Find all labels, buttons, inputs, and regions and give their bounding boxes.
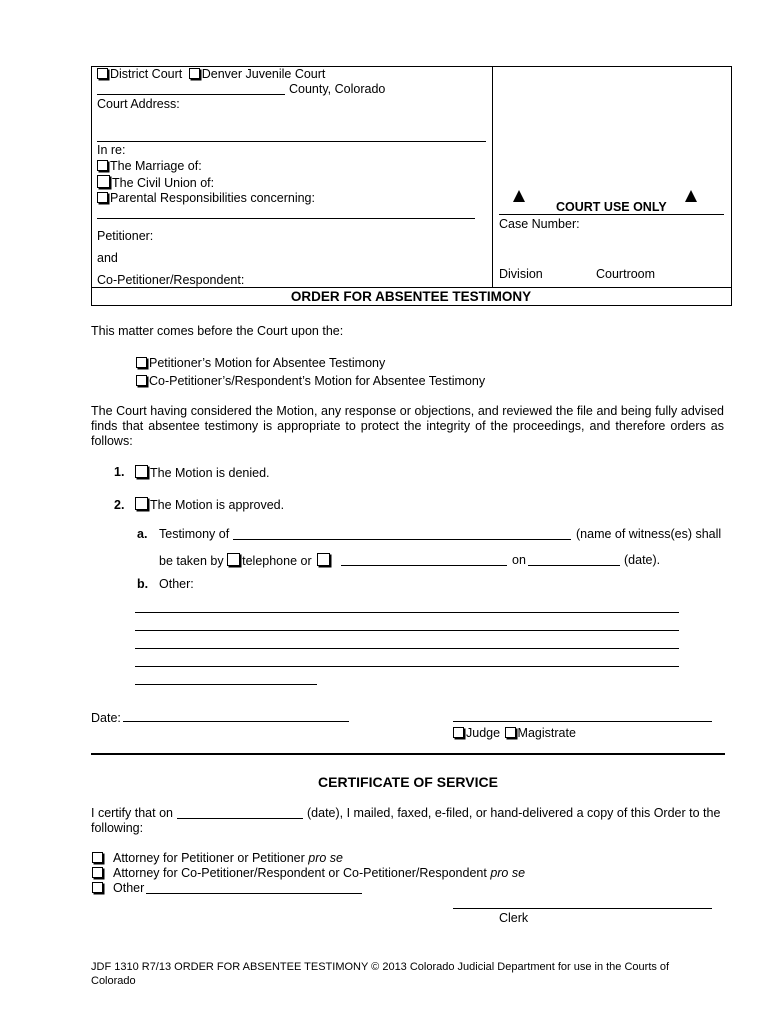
- marriage-option: [97, 159, 202, 173]
- motion-denied-checkbox[interactable]: [135, 465, 148, 478]
- marriage-checkbox[interactable]: [97, 160, 108, 171]
- other-recipient-line[interactable]: [146, 893, 362, 894]
- county-suffix: County, Colorado: [289, 82, 386, 96]
- other-line-3[interactable]: [135, 648, 679, 649]
- party-names-line[interactable]: [97, 218, 475, 219]
- footer-line-1: JDF 1310 R7/13 ORDER FOR ABSENTEE TESTIMONY © 2013 Colorado Judicial Department for use in the Courts of: [91, 961, 670, 973]
- and-label: and: [97, 251, 118, 265]
- motion-approved-checkbox[interactable]: [135, 497, 148, 510]
- co-petitioner-motion-option: [136, 374, 485, 388]
- co-petitioner-label: Co-Petitioner/Respondent:: [97, 273, 245, 287]
- county-name-line[interactable]: [97, 94, 285, 95]
- clerk-label: Clerk: [499, 911, 529, 925]
- court-use-divider: [499, 214, 724, 215]
- recipient-1-label: Attorney for Petitioner or Petitioner: [113, 851, 305, 865]
- other-method-line[interactable]: [341, 565, 507, 566]
- other-method-checkbox[interactable]: [317, 553, 330, 566]
- date-suffix: (date).: [624, 553, 661, 567]
- findings-paragraph: The Court having considered the Motion, any response or objections, and reviewed the file and being fully advised finds that absentee testimony is appropriate to protect the integrity of the proceedings, and therefore orders as follows:: [91, 404, 724, 448]
- other-line-4[interactable]: [135, 666, 679, 667]
- telephone-checkbox[interactable]: [227, 553, 240, 566]
- district-court-checkbox[interactable]: [97, 68, 108, 79]
- court-address-line[interactable]: [97, 141, 486, 142]
- denver-juvenile-court-label: Denver Juvenile Court: [201, 67, 326, 81]
- witness-name-line[interactable]: [233, 539, 571, 540]
- courtroom-label: Courtroom: [596, 267, 656, 281]
- petitioner-motion-label: Petitioner’s Motion for Absentee Testimony: [149, 356, 386, 370]
- recipient-1-pro-se: pro se: [308, 851, 343, 865]
- magistrate-label: Magistrate: [517, 726, 576, 740]
- judicial-officer-options: [453, 726, 576, 740]
- recipient-3-checkbox[interactable]: [92, 882, 103, 893]
- section-divider: [91, 753, 725, 755]
- certify-prefix: I certify that on: [91, 806, 173, 820]
- recipient-3-label: Other: [113, 881, 145, 895]
- recipient-1-checkbox[interactable]: [92, 852, 103, 863]
- certificate-title: CERTIFICATE OF SERVICE: [318, 774, 498, 790]
- magistrate-checkbox[interactable]: [505, 727, 516, 738]
- other-line-5[interactable]: [135, 684, 317, 685]
- parental-option: [97, 191, 315, 205]
- taken-by-row: [159, 553, 332, 568]
- civil-union-option: [97, 175, 214, 190]
- division-label: Division: [499, 267, 543, 281]
- service-date-line[interactable]: [177, 818, 303, 819]
- certify-text: (date), I mailed, faxed, e-filed, or hand-delivered a copy of this Order to the: [307, 806, 721, 820]
- recipient-2: [92, 866, 525, 880]
- court-use-only-label: COURT USE ONLY: [556, 200, 667, 214]
- testimony-of-label: Testimony of: [159, 527, 230, 541]
- clerk-signature-line[interactable]: [453, 908, 712, 909]
- petitioner-motion-option: [136, 356, 385, 370]
- court-address-label: Court Address:: [97, 97, 180, 111]
- denver-juvenile-court-checkbox[interactable]: [189, 68, 200, 79]
- judge-label: Judge: [466, 726, 501, 740]
- date-label: Date:: [91, 711, 121, 725]
- sub-a-letter: a.: [137, 527, 148, 541]
- other-line-1[interactable]: [135, 612, 679, 613]
- item-2-number: 2.: [114, 498, 125, 512]
- recipient-2-checkbox[interactable]: [92, 867, 103, 878]
- parental-checkbox[interactable]: [97, 192, 108, 203]
- motion-denied-label: The Motion is denied.: [150, 466, 270, 480]
- judge-checkbox[interactable]: [453, 727, 464, 738]
- co-petitioner-motion-checkbox[interactable]: [136, 375, 147, 386]
- civil-union-checkbox[interactable]: [97, 175, 110, 188]
- sub-b-letter: b.: [137, 577, 149, 591]
- case-number-label: Case Number:: [499, 217, 580, 231]
- testimony-date-line[interactable]: [528, 565, 620, 566]
- parental-label: Parental Responsibilities concerning:: [110, 191, 315, 205]
- civil-union-label: The Civil Union of:: [112, 176, 215, 190]
- on-label: on: [512, 553, 526, 567]
- taken-by-label: be taken by: [159, 554, 224, 568]
- recipient-2-pro-se: pro se: [490, 866, 526, 880]
- petitioner-label: Petitioner:: [97, 229, 154, 243]
- district-court-label: District Court: [110, 67, 183, 81]
- triangle-right-icon: [685, 190, 697, 202]
- item-1-number: 1.: [114, 465, 125, 479]
- motion-denied-option: [135, 465, 270, 480]
- recipient-1: [92, 851, 343, 865]
- marriage-label: The Marriage of:: [110, 159, 202, 173]
- recipient-2-label: Attorney for Co-Petitioner/Respondent or Co-Petitioner/Respondent: [113, 866, 487, 880]
- petitioner-motion-checkbox[interactable]: [136, 357, 147, 368]
- form-title: ORDER FOR ABSENTEE TESTIMONY: [290, 289, 532, 304]
- telephone-label: telephone or: [242, 554, 312, 568]
- intro-text: This matter comes before the Court upon the:: [91, 324, 344, 338]
- witness-suffix: (name of witness(es) shall: [576, 527, 722, 541]
- court-type-row: [97, 67, 325, 81]
- other-label: Other:: [159, 577, 194, 591]
- other-line-2[interactable]: [135, 630, 679, 631]
- certify-line-2: following:: [91, 821, 144, 835]
- motion-approved-option: [135, 497, 284, 512]
- in-re-label: In re:: [97, 143, 126, 157]
- signature-line[interactable]: [453, 721, 712, 722]
- order-date-line[interactable]: [123, 721, 349, 722]
- recipient-3: [92, 881, 144, 895]
- footer-line-2: Colorado: [91, 975, 136, 987]
- triangle-left-icon: [513, 190, 525, 202]
- motion-approved-label: The Motion is approved.: [150, 498, 285, 512]
- co-petitioner-motion-label: Co-Petitioner’s/Respondent’s Motion for Absentee Testimony: [149, 374, 486, 388]
